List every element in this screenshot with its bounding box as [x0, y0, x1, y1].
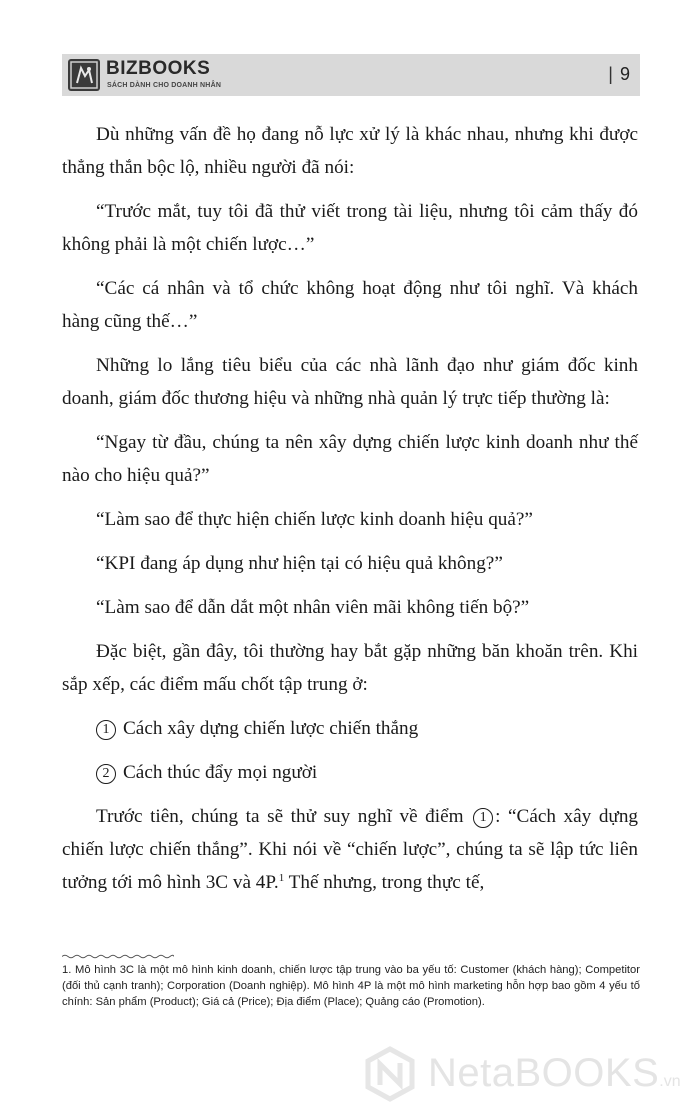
quote-paragraph: “KPI đang áp dụng như hiện tại có hiệu quả không?”	[96, 553, 503, 574]
netabooks-logo-icon	[362, 1046, 418, 1102]
quote-paragraph: “Các cá nhân và tổ chức không hoạt động như tôi nghĩ. Và khách hàng cũng thế…”	[62, 278, 638, 332]
bizbooks-logo-icon	[68, 59, 100, 91]
paragraph-text: : “Cách xây dựng chiến lược chiến thắng”. Khi nói về “chiến lược”, chúng ta sẽ lập tức liên tưởng tới mô hình 3C và 4P.	[62, 806, 639, 893]
page-number	[608, 63, 630, 85]
running-header	[62, 54, 640, 96]
footnote: 1. Mô hình 3C là một mô hình kinh doanh, chiến lược tập trung vào ba yếu tố: Customer (khách hàng); Competitor (đối thủ cạnh tranh); Corporation (Doanh nghiệp). Mô hình 4P là một mô hình marketing hỗn hợp bao gồm 4 yếu tố chính: Sản phẩm (Product); Giá cả (Price); Địa điểm (Place); Quảng cáo (Promotion).	[62, 964, 640, 1008]
paragraph: Dù những vấn đề họ đang nỗ lực xử lý là khác nhau, nhưng khi được thẳng thắn bộc lộ, nhiều người đã nói:	[62, 124, 638, 178]
list-item	[62, 756, 638, 789]
paragraph-text: Trước tiên, chúng ta sẽ thử suy nghĩ về điểm	[96, 806, 472, 827]
watermark-text	[428, 1050, 681, 1105]
quote-paragraph: “Trước mắt, tuy tôi đã thử viết trong tài liệu, nhưng tôi cảm thấy đó không phải là một chiến lược…”	[62, 201, 638, 255]
paragraph-text: Thế nhưng, trong thực tế,	[284, 872, 485, 893]
circled-number-marker: 2	[96, 764, 116, 784]
list-item-text: Cách thúc đẩy mọi người	[123, 762, 318, 783]
list-item-text: Cách xây dựng chiến lược chiến thắng	[123, 718, 419, 739]
brand-name: BIZBOOKS	[106, 58, 211, 79]
quote-paragraph: “Làm sao để dẫn dắt một nhân viên mãi không tiến bộ?”	[96, 597, 530, 618]
header-separator: |	[608, 64, 613, 84]
list-item	[62, 712, 638, 745]
footnote-divider	[62, 954, 174, 959]
quote-paragraph: “Ngay từ đầu, chúng ta nên xây dựng chiến lược kinh doanh như thế nào cho hiệu quả?”	[62, 432, 638, 486]
watermark-brand: NetaBOOKS	[428, 1051, 660, 1095]
paragraph	[62, 800, 638, 899]
body-text	[62, 118, 638, 910]
circled-number-marker: 1	[473, 808, 493, 828]
paragraph: Những lo lắng tiêu biểu của các nhà lãnh đạo như giám đốc kinh doanh, giám đốc thương hiệu và những nhà quản lý trực tiếp thường là:	[62, 355, 638, 409]
footnote-reference: 1	[278, 872, 285, 884]
brand-tagline: SÁCH DÀNH CHO DOANH NHÂN	[107, 82, 222, 89]
quote-paragraph: “Làm sao để thực hiện chiến lược kinh doanh hiệu quả?”	[96, 509, 533, 530]
watermark-suffix: .vn	[659, 1073, 681, 1090]
watermark	[362, 1046, 682, 1102]
page-number-value: 9	[619, 64, 630, 84]
paragraph: Đặc biệt, gần đây, tôi thường hay bắt gặp những băn khoăn trên. Khi sắp xếp, các điểm mấu chốt tập trung ở:	[62, 641, 638, 695]
circled-number-marker: 1	[96, 720, 116, 740]
